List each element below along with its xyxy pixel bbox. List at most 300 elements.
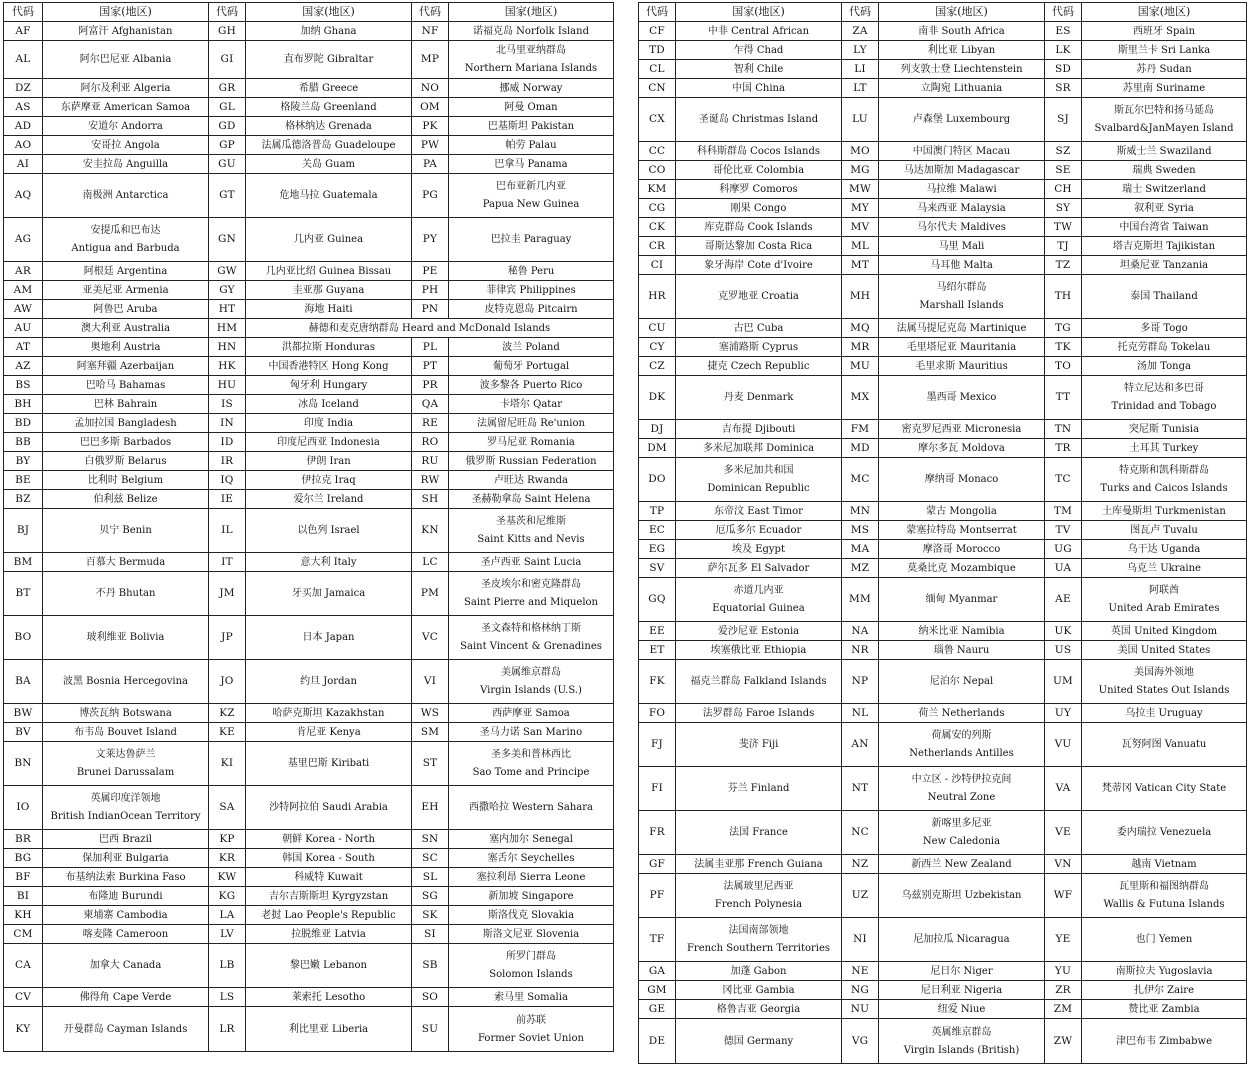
country-name	[1082, 22, 1247, 41]
table-row	[4, 887, 614, 906]
country-name	[449, 79, 614, 98]
country-name	[449, 155, 614, 174]
country-name	[43, 319, 209, 338]
country-code: EH	[412, 786, 449, 830]
country-name-line: 赞比亚 Zambia	[1128, 1003, 1200, 1015]
table-row	[4, 262, 614, 281]
header-country: 国家(地区)	[1082, 3, 1247, 22]
country-name-line: 特克斯和凯科斯群岛	[1119, 465, 1209, 476]
country-name	[246, 553, 412, 572]
country-name-line: 加纳 Ghana	[300, 25, 357, 37]
country-code: LU	[842, 98, 879, 142]
country-code: TC	[1045, 458, 1082, 502]
country-name-line: 尼日利亚 Nigeria	[920, 984, 1003, 996]
table-row	[639, 578, 1247, 622]
country-name-line: 牙买加 Jamaica	[291, 588, 366, 599]
country-code: VC	[412, 616, 449, 660]
country-code: CR	[639, 237, 676, 256]
country-name-line: 中国澳门特区 Macau	[912, 145, 1011, 157]
country-code: CN	[639, 79, 676, 98]
country-code: BV	[4, 723, 43, 742]
country-name-line: 莱索托 Lesotho	[291, 991, 366, 1003]
country-name-line: 尼加拉瓜 Nicaragua	[913, 934, 1010, 945]
country-code: CK	[639, 218, 676, 237]
country-name-line: 马耳他 Malta	[930, 259, 993, 271]
country-code: MU	[842, 357, 879, 376]
country-name-line: 乌拉圭 Uruguay	[1125, 707, 1203, 719]
country-name	[879, 704, 1045, 723]
country-code: TV	[1045, 521, 1082, 540]
country-name-line: 墨西哥 Mexico	[926, 392, 997, 403]
country-name-line: 格鲁吉亚 Georgia	[716, 1003, 801, 1015]
country-code: PK	[412, 117, 449, 136]
country-name	[1082, 458, 1247, 502]
country-name-line: 北马里亚纳群岛	[496, 45, 566, 56]
country-name	[246, 155, 412, 174]
country-name-line: 吉布提 Djibouti	[721, 423, 796, 435]
country-name	[676, 79, 842, 98]
header-code: 代码	[209, 3, 246, 22]
country-code: AL	[4, 41, 43, 79]
country-name-line: 布隆迪 Burundi	[88, 890, 163, 902]
country-code: WF	[1045, 874, 1082, 918]
country-name-line: 多哥 Togo	[1140, 322, 1188, 334]
country-name	[1082, 723, 1247, 767]
country-name-line: 玻利维亚 Bolivia	[86, 632, 165, 643]
country-code: BM	[4, 553, 43, 572]
country-code: TG	[1045, 319, 1082, 338]
country-name-line: 伊拉克 Iraq	[301, 474, 356, 486]
country-code: KE	[209, 723, 246, 742]
country-name-line: 亚美尼亚 Armenia	[82, 284, 169, 296]
country-name-line: 塞舌尔 Seychelles	[487, 852, 575, 864]
country-name-line: 波多黎各 Puerto Rico	[479, 379, 583, 391]
country-name-english: Virgin Islands (British)	[903, 1044, 1020, 1056]
country-code: BW	[4, 704, 43, 723]
country-name-line: 巴基斯坦 Pakistan	[487, 120, 575, 132]
country-code: VG	[842, 1019, 879, 1064]
country-code: ST	[412, 742, 449, 786]
table-row	[639, 98, 1247, 142]
country-name	[43, 944, 209, 988]
country-code: MT	[842, 256, 879, 275]
country-name-line: 刚果 Congo	[730, 202, 787, 214]
country-code: ET	[639, 641, 676, 660]
country-name	[43, 925, 209, 944]
country-code: TF	[639, 918, 676, 962]
country-code: CG	[639, 199, 676, 218]
country-name	[449, 395, 614, 414]
country-name	[1082, 855, 1247, 874]
country-code: GT	[209, 174, 246, 218]
country-code: LI	[842, 60, 879, 79]
country-name	[676, 41, 842, 60]
country-name-line: 几内亚 Guinea	[293, 234, 364, 245]
country-name	[449, 218, 614, 262]
country-name	[449, 704, 614, 723]
country-name-line: 芬兰 Finland	[727, 783, 790, 794]
country-code: BY	[4, 452, 43, 471]
table-row	[4, 786, 614, 830]
country-name	[43, 136, 209, 155]
country-name-line: 贝宁 Benin	[99, 525, 152, 536]
country-code: ZM	[1045, 1000, 1082, 1019]
country-code: CC	[639, 142, 676, 161]
country-name-english: Marshall Islands	[919, 300, 1004, 311]
country-code: MC	[842, 458, 879, 502]
country-name-line: 爱沙尼亚 Estonia	[717, 625, 800, 637]
country-name-line: 乌兹别克斯坦 Uzbekistan	[901, 890, 1022, 901]
country-name-line: 巴林 Bahrain	[93, 398, 158, 410]
country-name-line: 密克罗尼西亚 Micronesia	[901, 423, 1022, 435]
country-name-line: 毛里求斯 Mauritius	[915, 360, 1008, 372]
country-name	[246, 41, 412, 79]
table-row	[4, 218, 614, 262]
table-row	[639, 199, 1247, 218]
country-name	[449, 509, 614, 553]
country-name-line: 托克劳群岛 Tokelau	[1117, 341, 1211, 353]
country-name	[676, 319, 842, 338]
country-code: SL	[412, 868, 449, 887]
country-code: SU	[412, 1007, 449, 1052]
country-name-line: 圣文森特和格林纳丁斯	[481, 623, 581, 634]
country-code: GA	[639, 962, 676, 981]
table-row	[639, 540, 1247, 559]
country-name	[449, 22, 614, 41]
country-name	[676, 767, 842, 811]
country-name	[246, 572, 412, 616]
table-row	[639, 723, 1247, 767]
country-name-english: Turks and Caicos Islands	[1100, 483, 1228, 494]
country-name-line: 印度尼西亚 Indonesia	[277, 436, 380, 448]
country-name	[43, 452, 209, 471]
country-code: ID	[209, 433, 246, 452]
country-name-line: 丹麦 Denmark	[723, 392, 794, 403]
country-name-line: 菲律宾 Philippines	[486, 284, 576, 296]
country-code: CY	[639, 338, 676, 357]
header-code: 代码	[842, 3, 879, 22]
country-name-line: 葡萄牙 Portugal	[492, 360, 570, 372]
country-name-english: Saint Pierre and Miquelon	[464, 597, 598, 608]
country-name	[676, 521, 842, 540]
country-code: RU	[412, 452, 449, 471]
country-code: SV	[639, 559, 676, 578]
country-code: ZW	[1045, 1019, 1082, 1064]
country-name-line: 危地马拉 Guatemala	[279, 190, 378, 201]
country-name	[449, 281, 614, 300]
table-row	[4, 41, 614, 79]
country-name-line: 阿尔巴尼亚 Albania	[79, 54, 172, 65]
country-name-line: 哈萨克斯坦 Kazakhstan	[272, 707, 385, 719]
country-name-english: French Southern Territories	[686, 943, 831, 954]
country-code: ZA	[842, 22, 879, 41]
country-name-line: 斯里兰卡 Sri Lanka	[1117, 44, 1211, 56]
country-code: PN	[412, 300, 449, 319]
country-code: NL	[842, 704, 879, 723]
country-code: YE	[1045, 918, 1082, 962]
country-name	[246, 660, 412, 704]
country-name	[449, 376, 614, 395]
table-row	[639, 855, 1247, 874]
country-code: KY	[4, 1007, 43, 1052]
country-name-line: 安圭拉岛 Anguilla	[82, 158, 169, 170]
country-name-line: 捷克 Czech Republic	[707, 360, 810, 372]
country-name	[879, 22, 1045, 41]
country-name	[246, 868, 412, 887]
country-code: GU	[209, 155, 246, 174]
table-row	[639, 420, 1247, 439]
country-name-line: 圣赫勒拿岛 Saint Helena	[471, 493, 591, 505]
country-code: LA	[209, 906, 246, 925]
header-code: 代码	[412, 3, 449, 22]
country-name	[676, 540, 842, 559]
table-row	[639, 962, 1247, 981]
country-code: LK	[1045, 41, 1082, 60]
country-name	[879, 540, 1045, 559]
country-name	[449, 490, 614, 509]
table-row	[4, 509, 614, 553]
country-code: KN	[412, 509, 449, 553]
country-code: AD	[4, 117, 43, 136]
country-name	[449, 944, 614, 988]
country-code: BA	[4, 660, 43, 704]
country-name-english: Saint Vincent & Grenadines	[460, 641, 602, 652]
country-name	[676, 199, 842, 218]
country-name-line: 瑞士 Switzerland	[1122, 183, 1206, 195]
country-name-line: 南斯拉夫 Yugoslavia	[1115, 965, 1213, 977]
country-name-line: 阿富汗 Afghanistan	[78, 25, 173, 37]
country-name	[1082, 559, 1247, 578]
country-name-line: 皮特克恩岛 Pitcairn	[484, 303, 578, 315]
country-name	[449, 723, 614, 742]
country-name-english: Solomon Islands	[489, 969, 573, 980]
country-name	[676, 218, 842, 237]
country-name-line: 挪威 Norway	[499, 82, 563, 94]
country-name	[449, 262, 614, 281]
country-name	[1082, 319, 1247, 338]
table-row	[639, 458, 1247, 502]
country-name-english: Equatorial Guinea	[712, 603, 805, 614]
country-name	[676, 918, 842, 962]
country-name	[1082, 98, 1247, 142]
country-name	[676, 237, 842, 256]
country-name-line: 摩尔多瓦 Moldova	[918, 442, 1005, 454]
country-code: GH	[209, 22, 246, 41]
country-name-line: 前苏联	[516, 1014, 546, 1026]
country-name	[43, 98, 209, 117]
country-code: TM	[1045, 502, 1082, 521]
country-name	[246, 319, 614, 338]
country-code: TO	[1045, 357, 1082, 376]
country-code: FJ	[639, 723, 676, 767]
country-name	[43, 174, 209, 218]
country-code: GI	[209, 41, 246, 79]
table-row	[4, 906, 614, 925]
table-row	[4, 117, 614, 136]
country-name	[43, 22, 209, 41]
country-code: SK	[412, 906, 449, 925]
country-name	[43, 117, 209, 136]
country-name	[246, 704, 412, 723]
country-name	[43, 742, 209, 786]
country-name-line: 格陵兰岛 Greenland	[280, 101, 377, 113]
country-code: ML	[842, 237, 879, 256]
country-name-line: 安道尔 Andorra	[88, 120, 163, 132]
country-name-line: 希腊 Greece	[298, 82, 359, 94]
table-row	[639, 767, 1247, 811]
country-code: GP	[209, 136, 246, 155]
country-code: MN	[842, 502, 879, 521]
country-name-line: 圭亚那 Guyana	[292, 284, 365, 296]
country-name-line: 斯瓦尔巴特和扬马延岛	[1114, 105, 1214, 116]
country-code: RO	[412, 433, 449, 452]
country-code: BF	[4, 868, 43, 887]
country-name	[1082, 60, 1247, 79]
table-header-row	[639, 3, 1247, 22]
country-name-line: 保加利亚 Bulgaria	[82, 852, 169, 864]
country-code: BJ	[4, 509, 43, 553]
country-name-line: 科摩罗 Comoros	[719, 183, 798, 195]
country-code: DZ	[4, 79, 43, 98]
country-code: AO	[4, 136, 43, 155]
country-name-line: 津巴布韦 Zimbabwe	[1115, 1035, 1213, 1047]
country-name-line: 多米尼加共和国	[723, 465, 794, 476]
country-code: SO	[412, 988, 449, 1007]
country-name	[676, 420, 842, 439]
country-code: SJ	[1045, 98, 1082, 142]
country-name	[43, 300, 209, 319]
country-name	[1082, 622, 1247, 641]
country-name-line: 波兰 Poland	[502, 341, 560, 353]
country-code: VI	[412, 660, 449, 704]
table-row	[639, 1000, 1247, 1019]
table-row	[639, 357, 1247, 376]
country-name-line: 新喀里多尼亚	[931, 818, 992, 829]
country-name	[43, 155, 209, 174]
country-code: BB	[4, 433, 43, 452]
country-name-line: 英属印度洋领地	[90, 793, 161, 804]
country-code: CH	[1045, 180, 1082, 199]
country-name-line: 瑞典 Sweden	[1132, 164, 1196, 176]
country-code: SC	[412, 849, 449, 868]
header-country: 国家(地区)	[676, 3, 842, 22]
country-name	[246, 281, 412, 300]
country-name	[449, 906, 614, 925]
country-code: KH	[4, 906, 43, 925]
country-code: MP	[412, 41, 449, 79]
country-name	[246, 218, 412, 262]
country-code: SI	[412, 925, 449, 944]
country-name	[43, 509, 209, 553]
country-code: TP	[639, 502, 676, 521]
country-code: OM	[412, 98, 449, 117]
country-code: JO	[209, 660, 246, 704]
country-name-line: 印度 India	[303, 417, 354, 429]
country-code: FO	[639, 704, 676, 723]
country-code: IO	[4, 786, 43, 830]
country-name	[246, 906, 412, 925]
table-row	[639, 704, 1247, 723]
country-name	[1082, 521, 1247, 540]
country-name	[1082, 540, 1247, 559]
country-name-line: 利比里亚 Liberia	[288, 1023, 369, 1035]
country-code: PT	[412, 357, 449, 376]
country-name-line: 斐济 Fiji	[738, 739, 779, 750]
country-name	[449, 471, 614, 490]
country-code: AT	[4, 338, 43, 357]
country-code: MG	[842, 161, 879, 180]
country-name	[676, 275, 842, 319]
country-name-line: 中立区 - 沙特伊拉克间	[911, 774, 1012, 785]
country-name-line: 中国 China	[732, 82, 785, 94]
country-name-line: 孟加拉国 Bangladesh	[74, 417, 177, 429]
country-code: AI	[4, 155, 43, 174]
country-code: VE	[1045, 811, 1082, 855]
table-row	[4, 616, 614, 660]
country-name-line: 越南 Vietnam	[1131, 858, 1197, 870]
country-code: MA	[842, 540, 879, 559]
country-name-english: New Caledonia	[922, 836, 1001, 847]
country-name	[449, 988, 614, 1007]
country-name	[1082, 79, 1247, 98]
country-name-line: 蒙塞拉特岛 Montserrat	[906, 524, 1017, 536]
country-name-line: 澳大利亚 Australia	[80, 322, 171, 334]
country-name-line: 中非 Central African	[707, 25, 810, 37]
country-code: NO	[412, 79, 449, 98]
country-name	[449, 357, 614, 376]
country-code: IE	[209, 490, 246, 509]
country-code: JP	[209, 616, 246, 660]
country-name-english: Virgin Islands (U.S.)	[480, 685, 582, 696]
country-code: PA	[412, 155, 449, 174]
table-row	[4, 300, 614, 319]
country-code: UY	[1045, 704, 1082, 723]
country-name	[43, 376, 209, 395]
country-code: HT	[209, 300, 246, 319]
country-name	[879, 180, 1045, 199]
country-code: NU	[842, 1000, 879, 1019]
country-name	[879, 874, 1045, 918]
country-code: EC	[639, 521, 676, 540]
country-name	[879, 256, 1045, 275]
country-code: GW	[209, 262, 246, 281]
country-code: TH	[1045, 275, 1082, 319]
table-row	[639, 338, 1247, 357]
country-name	[449, 98, 614, 117]
table-row	[4, 357, 614, 376]
country-name-line: 加拿大 Canada	[89, 960, 162, 971]
country-code: BH	[4, 395, 43, 414]
table-header-row	[4, 3, 614, 22]
country-name-line: 象牙海岸 Cote d'Ivoire	[704, 259, 813, 271]
country-name	[879, 1019, 1045, 1064]
table-row	[639, 237, 1247, 256]
country-name-line: 西班牙 Spain	[1132, 25, 1196, 37]
country-name	[449, 616, 614, 660]
country-name-line: 奥地利 Austria	[90, 341, 161, 353]
country-name-line: 斯洛伐克 Slovakia	[487, 909, 575, 921]
country-name-line: 瓦里斯和福图纳群岛	[1119, 881, 1209, 892]
country-name-line: 马拉维 Malawi	[926, 183, 997, 195]
country-name-line: 诺福克岛 Norfolk Island	[473, 25, 589, 37]
country-name-line: 塞拉利昂 Sierra Leone	[476, 871, 586, 883]
country-name-line: 法国南部领地	[728, 925, 789, 936]
country-code: MZ	[842, 559, 879, 578]
country-name	[43, 616, 209, 660]
country-code: VN	[1045, 855, 1082, 874]
table-row	[4, 281, 614, 300]
country-name	[43, 262, 209, 281]
